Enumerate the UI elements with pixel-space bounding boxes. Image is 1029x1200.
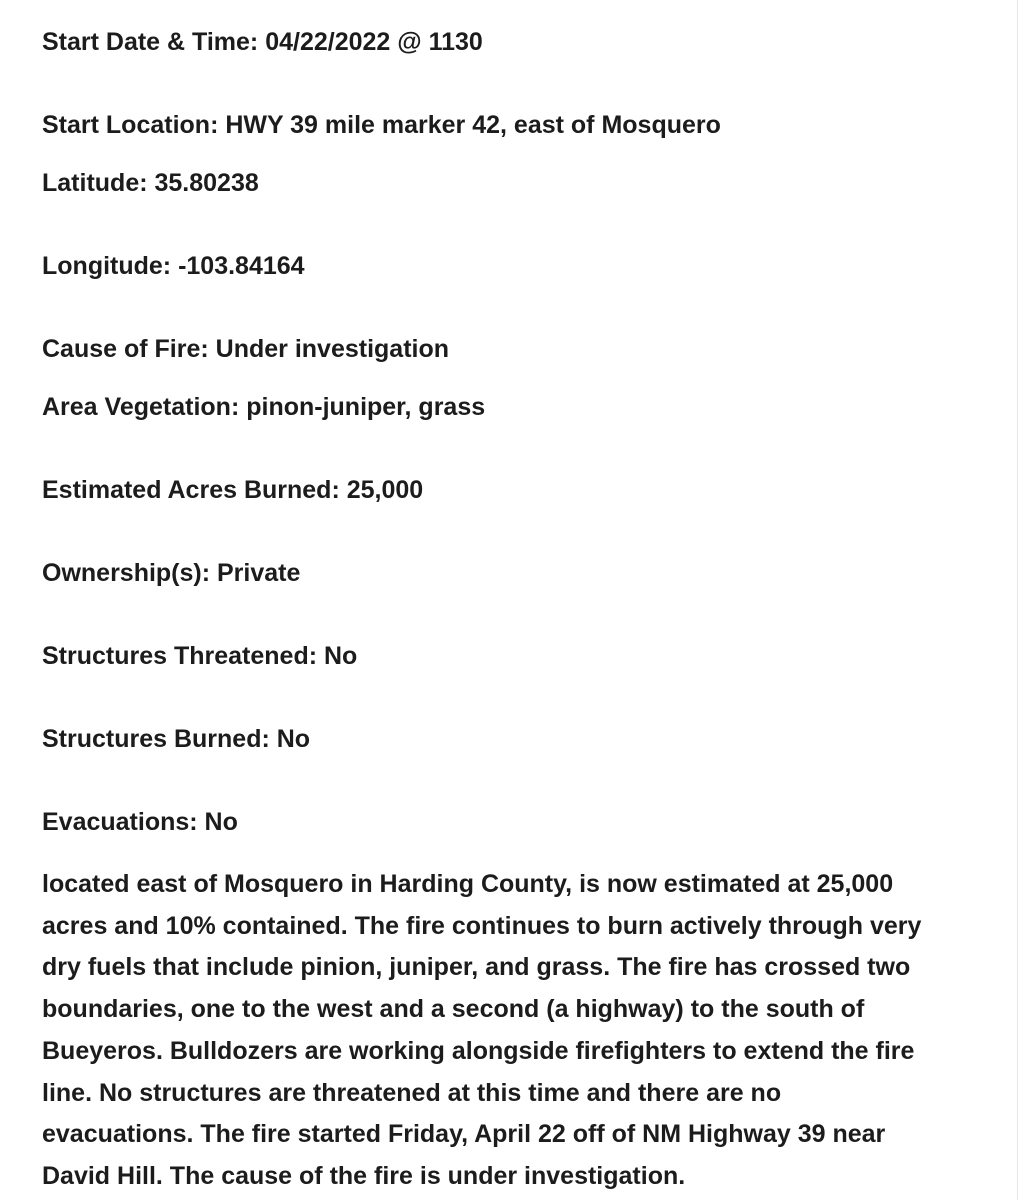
narrative-line: boundaries, one to the west and a second (a highway) to the south of xyxy=(42,995,865,1024)
area-vegetation: Area Vegetation: pinon-juniper, grass xyxy=(42,393,486,421)
narrative-paragraph xyxy=(42,864,1017,1198)
narrative-line: located east of Mosquero in Harding County, is now estimated at 25,000 xyxy=(42,870,894,898)
structures-burned: Structures Burned: No xyxy=(42,725,311,753)
start-location: Start Location: HWY 39 mile marker 42, east of Mosquero xyxy=(42,111,721,139)
longitude: Longitude: -103.84164 xyxy=(42,252,305,280)
latitude: Latitude: 35.80238 xyxy=(42,169,259,197)
structures-threatened: Structures Threatened: No xyxy=(42,642,358,670)
start-datetime: Start Date & Time: 04/22/2022 @ 1130 xyxy=(42,28,483,56)
evacuations: Evacuations: No xyxy=(42,808,238,836)
narrative-line: line. No structures are threatened at this time and there are no xyxy=(42,1078,782,1107)
cause-of-fire: Cause of Fire: Under investigation xyxy=(42,335,450,363)
narrative-line: Bueyeros. Bulldozers are working alongside firefighters to extend the fire xyxy=(42,1036,915,1065)
narrative-line: evacuations. The fire started Friday, April 22 off of NM Highway 39 near xyxy=(42,1120,886,1149)
estimated-acres-burned: Estimated Acres Burned: 25,000 xyxy=(42,476,424,504)
ownership: Ownership(s): Private xyxy=(42,559,301,587)
narrative-line: dry fuels that include pinion, juniper, and grass. The fire has crossed two xyxy=(42,953,911,982)
narrative-line: acres and 10% contained. The fire continues to burn actively through very xyxy=(42,911,922,940)
page-edge-divider xyxy=(1017,0,1018,1200)
narrative-line: David Hill. The cause of the fire is under investigation. xyxy=(42,1161,686,1190)
